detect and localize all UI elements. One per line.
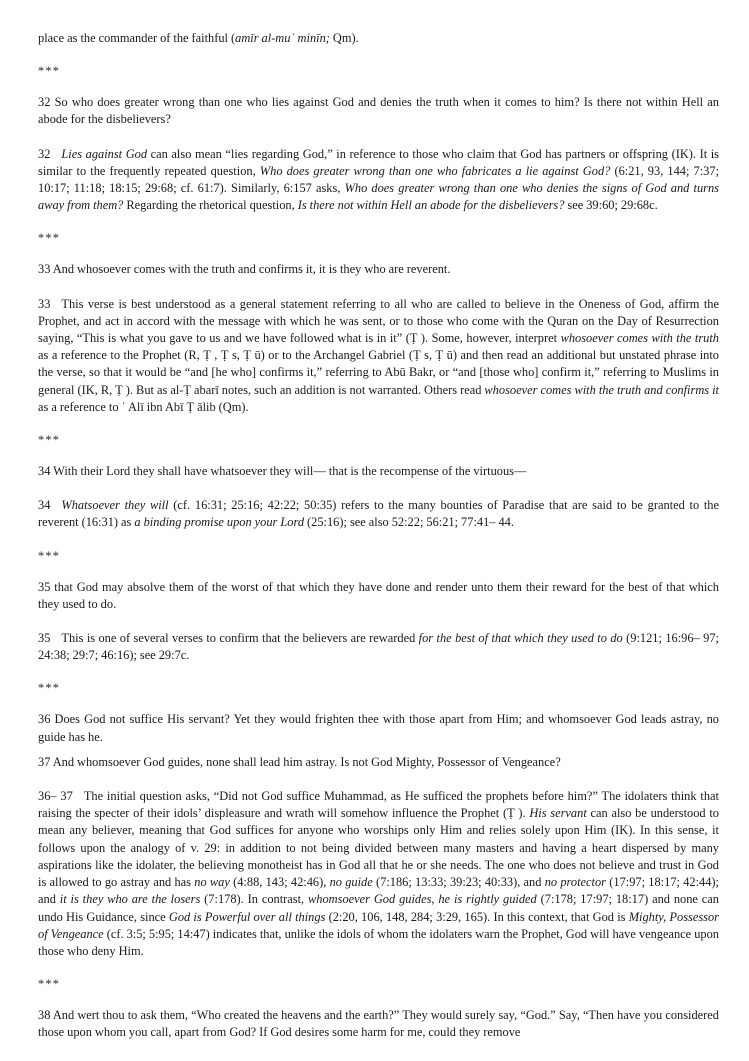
section-separator: *** <box>38 977 61 992</box>
verse-text: 32 So who does greater wrong than one who lies against God and denies the truth when it comes to him? Is there not within Hell an abode for the disbelievers? <box>38 95 719 127</box>
commentary-paragraph: 33 This verse is best understood as a general statement referring to all who are called to believe in the Oneness of God, affirm the Prophet, and act in accord with the message with which he was sent, or to those who come with the Quran on the Day of Resurrection saying, “This is what you gave to us and we have followed what is in it” (Ṭ ). Some, however, interpret whosoever comes with the truth as a reference to the Prophet (R, Ṭ , Ṭ s, Ṭ ū) or to the Archangel Gabriel (Ṭ s, Ṭ ū) and then read an additional but unstated phrase into the verse, so that it would be “and [he who] confirms it,” referring to Abū Bakr, or “and [those who] confirm it,” referring to Muslims in general (IK, R, Ṭ ). But as al-Ṭ abarī notes, such an addition is not warranted. Others read whosoever comes with the truth and confirms it as a reference to ʿ Alī ibn Abī Ṭ ālib (Qm). <box>38 296 720 414</box>
section-separator: *** <box>38 64 61 79</box>
continuation-paragraph: place as the commander of the faithful (amīr al-muʾ minīn; Qm). <box>38 31 359 45</box>
commentary-paragraph: 34 Whatsoever they will (cf. 16:31; 25:16; 42:22; 50:35) refers to the many bounties of Paradise that are said to be granted to the reverent (16:31) as a binding promise upon your Lord (25:16); see also 52:22; 56:21; 77:41– 44. <box>38 498 720 530</box>
verse-text: 37 And whomsoever God guides, none shall lead him astray. Is not God Mighty, Possessor of Vengeance? <box>38 754 561 769</box>
verse-text: 34 With their Lord they shall have whatsoever they will— that is the recompense of the virtuous— <box>38 464 527 479</box>
commentary-paragraph: 35 This is one of several verses to confirm that the believers are rewarded for the best of that which they used to do (9:121; 16:96– 97; 24:38; 29:7; 46:16); see 29:7c. <box>38 631 719 663</box>
section-separator: *** <box>38 231 61 246</box>
commentary-paragraph: 32 Lies against God can also mean “lies regarding God,” in reference to those who claim that God has partners or offspring (IK). It is similar to the frequently repeated question, Who does greater wrong than one who fabricates a lie against God? (6:21, 93, 144; 7:37; 10:17; 11:18; 18:15; 29:68; cf. 61:7). Similarly, 6:157 asks, Who does greater wrong than one who denies the signs of God and turns away from them? Regarding the rhetorical question, Is there not within Hell an abode for the disbelievers? see 39:60; 29:68c. <box>38 146 720 213</box>
verse-text: 33 And whosoever comes with the truth and confirms it, it is they who are reverent. <box>38 262 451 277</box>
page-text-column <box>38 30 719 1042</box>
verse-text: 36 Does God not suffice His servant? Yet they would frighten thee with those apart from Him; and whomsoever God leads astray, no guide has he. <box>38 712 719 744</box>
section-separator: *** <box>38 548 61 563</box>
commentary-paragraph: 36– 37 The initial question asks, “Did not God suffice Muhammad, as He sufficed the prophets before him?” The idolaters think that raising the specter of their idols’ displeasure and wrath will somehow influence the Prophet (Ṭ ). His servant can also be understood to mean any believer, meaning that God suffices for anyone who worships only Him and relies solely upon Him (IK). In this sense, it follows upon the analogy of v. 29: in addition to not being divided between many masters and having a heart dispersed by many aspirations like the idolater, the believing monotheist has in God all that he or she needs. The one who does not believe and trust in God is allowed to go astray and has no way (4:88, 143; 42:46), no guide (7:186; 13:33; 39:23; 40:33), and no protector (17:97; 18:17; 42:44); and it is they who are the losers (7:178). In contrast, whomsoever God guides, he is rightly guided (7:178; 17:97; 18:17) and none can undo His Guidance, since God is Powerful over all things (2:20, 106, 148, 284; 3:29, 165). In this context, that God is Mighty, Possessor of Vengeance (cf. 3:5; 5:95; 14:47) indicates that, unlike the idols of whom the idolaters warn the Prophet, God will have vengeance upon those who deny Him. <box>38 789 720 958</box>
verse-text: 38 And wert thou to ask them, “Who created the heavens and the earth?” They would surely say, “God.” Say, “Then have you considered those upon whom you call, apart from God? If God desires some harm for me, could they remove <box>38 1008 719 1040</box>
section-separator: *** <box>38 433 61 448</box>
section-separator: *** <box>38 681 61 696</box>
verse-text: 35 that God may absolve them of the worst of that which they have done and render unto them their reward for the best of that which they used to do. <box>38 579 719 611</box>
